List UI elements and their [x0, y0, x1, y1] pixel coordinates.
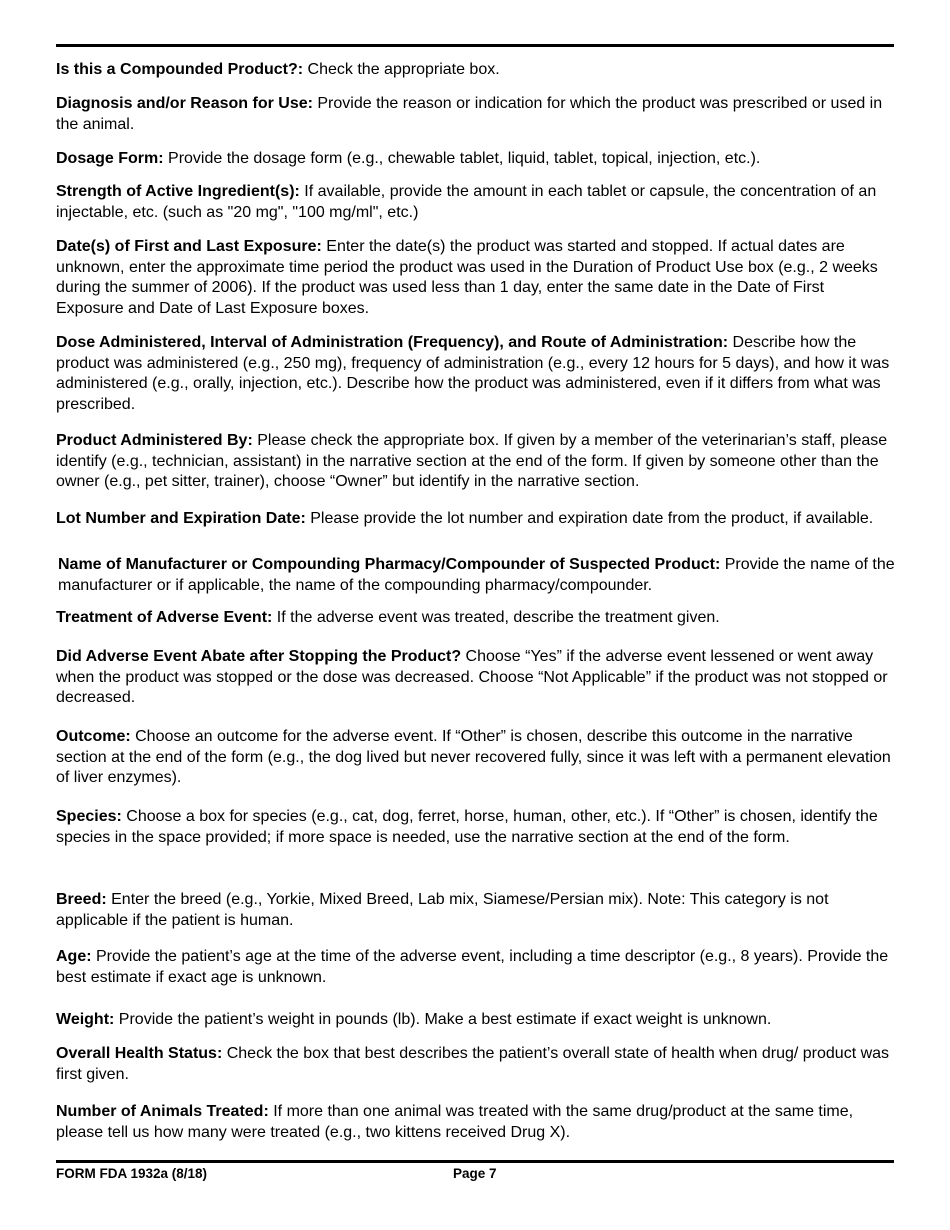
entry-text: Please provide the lot number and expiration date from the product, if available. — [305, 510, 874, 527]
entry-text: Provide the patient’s weight in pounds (lb). Make a best estimate if exact weight is unknown. — [114, 1011, 772, 1028]
entry-text: Provide the dosage form (e.g., chewable tablet, liquid, tablet, topical, injection, etc.). — [163, 150, 761, 167]
entry-term: Dose Administered, Interval of Administration (Frequency), and Route of Administration: — [56, 334, 729, 351]
entry-text: Enter the breed (e.g., Yorkie, Mixed Breed, Lab mix, Siamese/Persian mix). Note: This category is not applicable if the patient is human. — [56, 891, 829, 929]
entry-text: Provide the name of the manufacturer or if applicable, the name of the compounding pharmacy/compounder. — [58, 556, 895, 594]
animals-treated-entry — [56, 1102, 896, 1143]
manufacturer-entry — [58, 555, 898, 596]
entry-term: Strength of Active Ingredient(s): — [56, 183, 300, 200]
entry-text: Choose an outcome for the adverse event. If “Other” is chosen, describe this outcome in the narrative section at the end of the form (e.g., the dog lived but never recovered fully, since it was left with a permanent elevation of liver enzymes). — [56, 728, 891, 786]
entry-term: Name of Manufacturer or Compounding Pharmacy/Compounder of Suspected Product: — [58, 556, 721, 573]
entry-term: Weight: — [56, 1011, 115, 1028]
entry-term: Is this a Compounded Product?: — [56, 61, 304, 78]
treatment-entry — [56, 608, 896, 629]
entry-term: Did Adverse Event Abate after Stopping the Product? — [56, 648, 462, 665]
diagnosis-entry — [56, 94, 896, 135]
administered-by-entry — [56, 431, 896, 493]
top-rule — [56, 44, 894, 47]
entry-text: If more than one animal was treated with the same drug/product at the same time, please tell us how many were treated (e.g., two kittens received Drug X). — [56, 1103, 854, 1141]
weight-entry — [56, 1010, 896, 1031]
form-number: FORM FDA 1932a (8/18) — [56, 1166, 208, 1181]
compounded-product-entry — [56, 60, 896, 81]
entry-term: Breed: — [56, 891, 107, 908]
entry-text: Check the box that best describes the patient’s overall state of health when drug/ product was first given. — [56, 1045, 890, 1083]
page-number: Page 7 — [453, 1166, 497, 1181]
species-entry — [56, 807, 896, 848]
abate-entry — [56, 647, 896, 709]
entry-term: Treatment of Adverse Event: — [56, 609, 273, 626]
entry-term: Number of Animals Treated: — [56, 1103, 269, 1120]
lot-number-entry — [56, 509, 896, 530]
entry-term: Lot Number and Expiration Date: — [56, 510, 306, 527]
entry-term: Species: — [56, 808, 122, 825]
dose-administered-entry — [56, 333, 896, 415]
age-entry — [56, 947, 896, 988]
health-status-entry — [56, 1044, 896, 1085]
entry-text: If available, provide the amount in each tablet or capsule, the concentration of an injectable, etc. (such as "20 mg", "100 mg/ml", etc.) — [56, 183, 877, 221]
entry-text: Provide the patient’s age at the time of the adverse event, including a time descriptor (e.g., 8 years). Provide the best estimate if exact age is unknown. — [56, 948, 889, 986]
entry-text: Please check the appropriate box. If given by a member of the veterinarian’s staff, please identify (e.g., technician, assistant) in the narrative section at the end of the form. If given by someone other than the owner (e.g., pet sitter, trainer), choose “Owner” but identify in the narrative section. — [56, 432, 888, 490]
exposure-dates-entry — [56, 237, 896, 319]
entry-text: Choose a box for species (e.g., cat, dog, ferret, horse, human, other, etc.). If “Other” is chosen, identify the species in the space provided; if more space is needed, use the narrative section at the end of the form. — [56, 808, 878, 846]
entry-term: Dosage Form: — [56, 150, 164, 167]
strength-entry — [56, 182, 896, 223]
dosage-form-entry — [56, 149, 896, 170]
entry-text: Choose “Yes” if the adverse event lessened or went away when the product was stopped or the dose was decreased. Choose “Not Applicable” if the product was not stopped or decreased. — [56, 648, 888, 706]
outcome-entry — [56, 727, 896, 789]
entry-term: Overall Health Status: — [56, 1045, 223, 1062]
bottom-rule — [56, 1160, 894, 1163]
entry-term: Diagnosis and/or Reason for Use: — [56, 95, 313, 112]
entry-term: Age: — [56, 948, 92, 965]
entry-text: Enter the date(s) the product was started and stopped. If actual dates are unknown, enter the approximate time period the product was used in the Duration of Product Use box (e.g., 2 weeks during the summer of 2006). If the product was used less than 1 day, enter the same date in the Date of First Exposure and Date of Last Exposure boxes. — [56, 238, 878, 317]
entry-term: Date(s) of First and Last Exposure: — [56, 238, 322, 255]
entry-text: Provide the reason or indication for which the product was prescribed or used in the animal. — [56, 95, 883, 133]
entry-term: Product Administered By: — [56, 432, 253, 449]
breed-entry — [56, 890, 896, 931]
entry-text: If the adverse event was treated, describe the treatment given. — [272, 609, 720, 626]
entry-term: Outcome: — [56, 728, 131, 745]
entry-text: Check the appropriate box. — [303, 61, 500, 78]
entry-text: Describe how the product was administered (e.g., 250 mg), frequency of administration (e.g., every 12 hours for 5 days), and how it was administered (e.g., orally, injection, etc.). Describe how the product was administered, even if it differs from what was prescribed. — [56, 334, 890, 413]
